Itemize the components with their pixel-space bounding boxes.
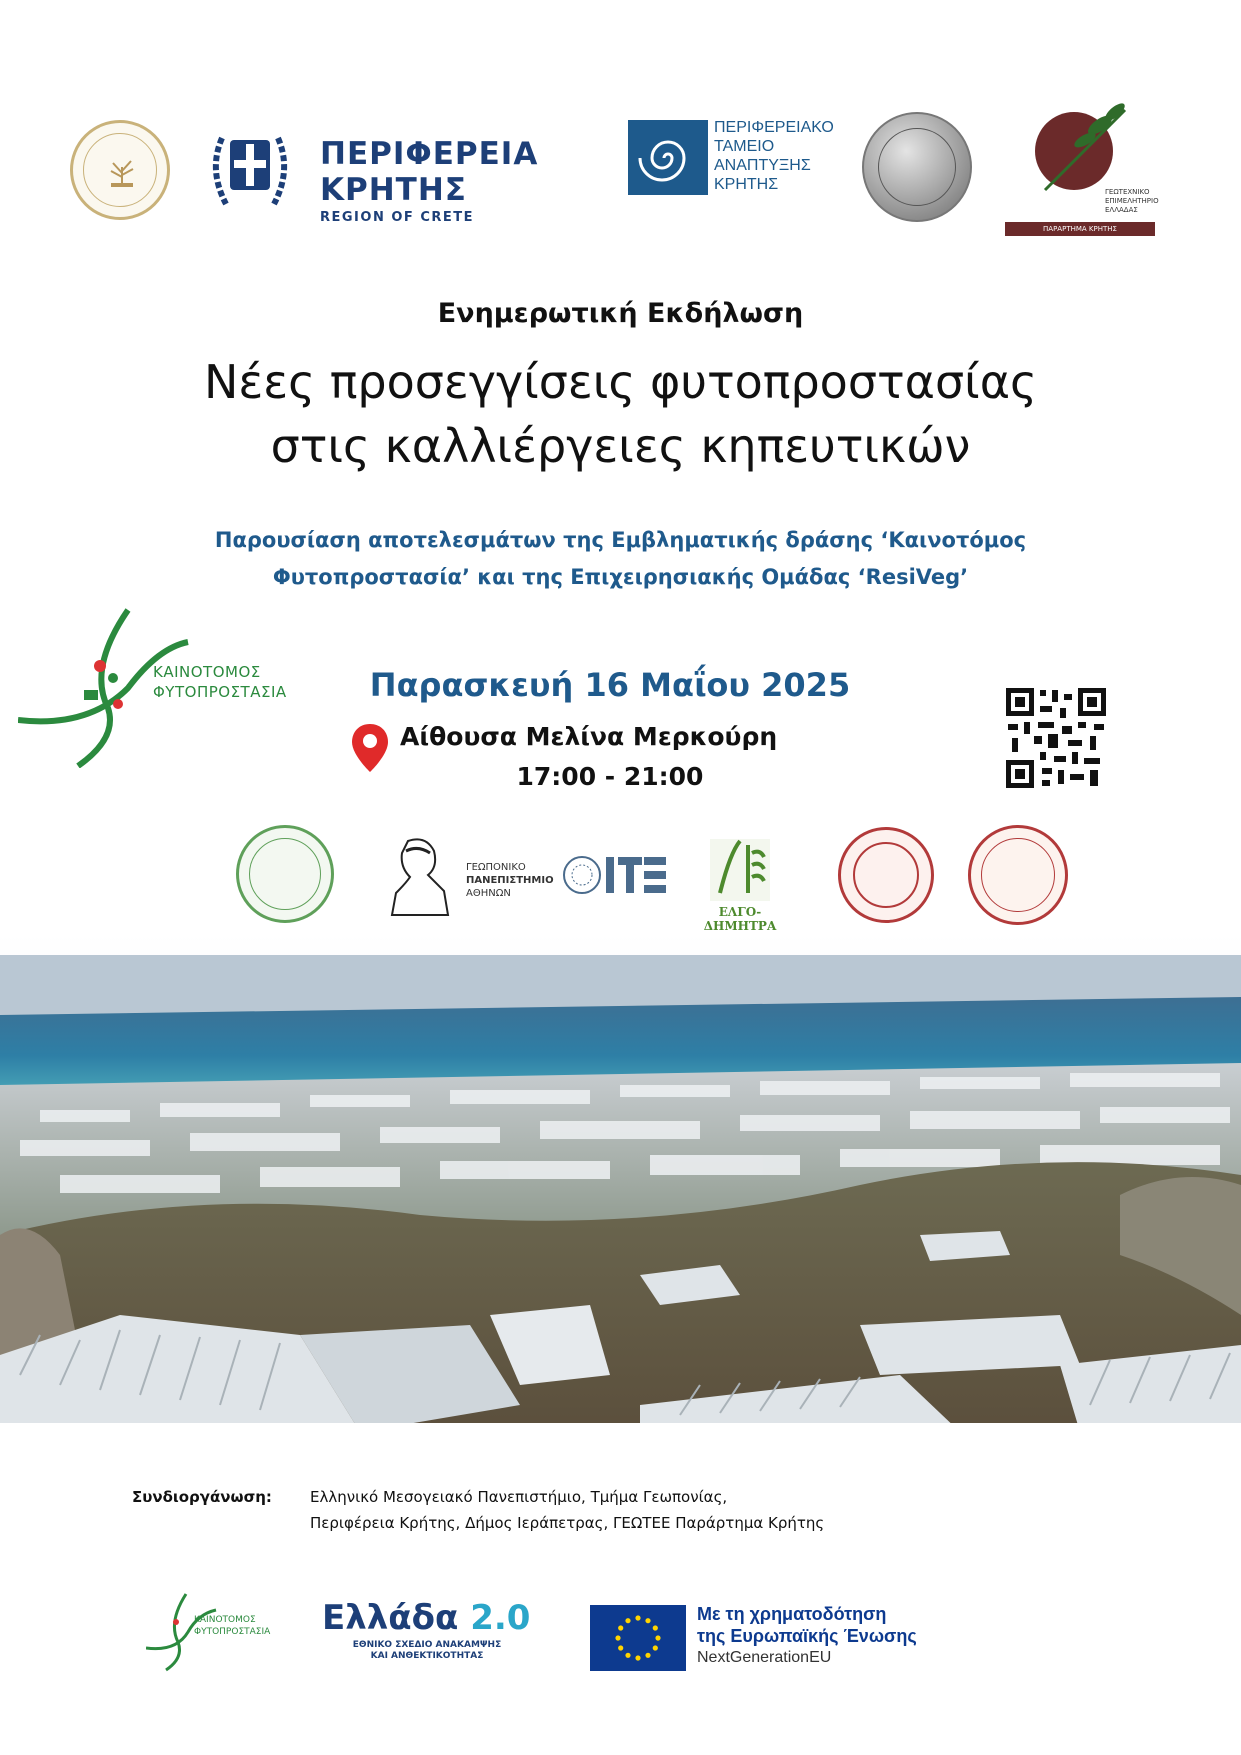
subtitle-line: Φυτοπροστασία’ και της Επιχειρησιακής Ομάδας ‘ResiVeg’: [272, 565, 969, 589]
eu-stars-icon: [590, 1605, 686, 1671]
location-pin-icon: [350, 722, 390, 774]
fund-line: ΚΡΗΤΗΣ: [714, 176, 779, 193]
fund-line: ΤΑΜΕΙΟ: [714, 138, 775, 155]
recovery-plan-line: ΕΘΝΙΚΟ ΣΧΕΔΙΟ ΑΝΑΚΑΜΨΗΣ: [352, 1640, 502, 1650]
region-of-crete-logo: [320, 136, 600, 225]
hmu-logo: [70, 120, 170, 220]
subtitle: [100, 522, 1141, 596]
fund-logo-mark: [628, 120, 708, 195]
university-of-crete-seal: [838, 827, 934, 923]
coorganizers-line: Περιφέρεια Κρήτης, Δήμος Ιεράπετρας, ΓΕΩΤΕΕ Παράρτημα Κρήτης: [310, 1514, 825, 1532]
event-date: Παρασκευή 16 Μαΐου 2025: [369, 666, 851, 704]
elgo-name: ΕΛΓΟ-ΔΗΜΗΤΡΑ: [703, 905, 777, 933]
program-name-small: [194, 1614, 270, 1638]
aristotle-university-seal: [968, 825, 1068, 925]
program-name-line: ΦΥΤΟΠΡΟΣΤΑΣΙΑ: [153, 683, 287, 701]
tree-icon: [105, 153, 139, 189]
eu-flag-icon: [590, 1605, 686, 1671]
geotee-branch: ΠΑΡΑΡΤΗΜΑ ΚΡΗΤΗΣ: [1005, 222, 1155, 236]
fund-line: ΑΝΑΠΤΥΞΗΣ: [714, 157, 811, 174]
innovative-plant-protection-small-logo: [146, 1592, 296, 1672]
bust-icon: [378, 831, 458, 916]
qr-code[interactable]: [1004, 686, 1108, 790]
wheat-icon: [690, 833, 790, 905]
partner-logos: [0, 815, 1241, 935]
next-generation-eu: NextGenerationEU: [697, 1649, 832, 1666]
fund-line: ΠΕΡΙΦΕΡΕΙΑΚΟ: [714, 119, 834, 136]
innovative-plant-protection-logo: [18, 608, 308, 768]
ite-logo: [560, 845, 670, 905]
recovery-plan-line: ΚΑΙ ΑΝΘΕΚΤΙΚΟΤΗΤΑΣ: [370, 1651, 484, 1661]
spiral-icon: [628, 120, 708, 195]
geotee-logo: [1005, 100, 1159, 240]
main-title: [0, 350, 1241, 478]
program-name-line: ΦΥΤΟΠΡΟΣΤΑΣΙΑ: [194, 1627, 271, 1637]
municipality-ierapetra-seal: [862, 112, 972, 222]
greece-2-0-logo: [322, 1598, 572, 1668]
hmu-partner-logo: [236, 825, 334, 923]
event-type: Ενημερωτική Εκδήλωση: [437, 298, 804, 329]
main-title-line: στις καλλιέργειες κηπευτικών: [270, 419, 971, 473]
event-venue: Αίθουσα Μελίνα Μερκούρη: [400, 722, 778, 751]
geotee-text: [1105, 188, 1165, 215]
agricultural-university-athens-logo: [378, 831, 554, 916]
subtitle-line: Παρουσίαση αποτελεσμάτων της Εμβληματικής δράσης ‘Καινοτόμος: [214, 528, 1027, 552]
olive-branch-icon: [1025, 100, 1135, 200]
aua-text: [466, 861, 554, 900]
coorganizers-line: Ελληνικό Μεσογειακό Πανεπιστήμιο, Τμήμα Γεωπονίας,: [310, 1488, 728, 1506]
coorganizers-label: Συνδιοργάνωση:: [132, 1488, 272, 1506]
hellenic-republic-emblem: [200, 120, 300, 220]
greece-version: 2.0: [470, 1598, 531, 1638]
main-title-line: Νέες προσεγγίσεις φυτοπροστασίας: [203, 355, 1038, 409]
aua-line: ΓΕΩΠΟΝΙΚΟ: [466, 862, 526, 873]
geotee-line: ΕΠΙΜΕΛΗΤΗΡΙΟ: [1105, 197, 1159, 205]
program-name-line: ΚΑΙΝΟΤΟΜΟΣ: [194, 1615, 256, 1625]
top-logo-bar: [0, 100, 1241, 240]
landscape-photo: [0, 935, 1241, 1432]
aua-line: ΑΘΗΝΩΝ: [466, 888, 511, 899]
region-title: ΠΕΡΙΦΕΡΕΙΑ ΚΡΗΤΗΣ: [320, 136, 539, 208]
aua-line: ΠΑΝΕΠΙΣΤΗΜΙΟ: [466, 875, 554, 886]
geotee-line: ΓΕΩΤΕΧΝΙΚΟ: [1105, 188, 1150, 196]
greece-word: Ελλάδα: [322, 1598, 459, 1638]
event-time: 17:00 - 21:00: [516, 762, 704, 791]
program-name-line: ΚΑΙΝΟΤΟΜΟΣ: [153, 663, 261, 681]
eu-funding-line: Με τη χρηματοδότηση: [697, 1604, 887, 1624]
elgo-dimitra-logo: [690, 833, 790, 933]
recovery-plan-text: [322, 1640, 532, 1662]
greece-2-0-title: [322, 1598, 572, 1638]
program-name: [153, 662, 287, 702]
regional-development-fund-text: [714, 118, 854, 194]
eu-funding-text: [697, 1603, 977, 1669]
geotee-line: ΕΛΛΑΔΑΣ: [1105, 206, 1138, 214]
eu-funding-line: της Ευρωπαϊκής Ένωσης: [697, 1626, 917, 1646]
region-subtitle: REGION OF CRETE: [320, 210, 474, 225]
